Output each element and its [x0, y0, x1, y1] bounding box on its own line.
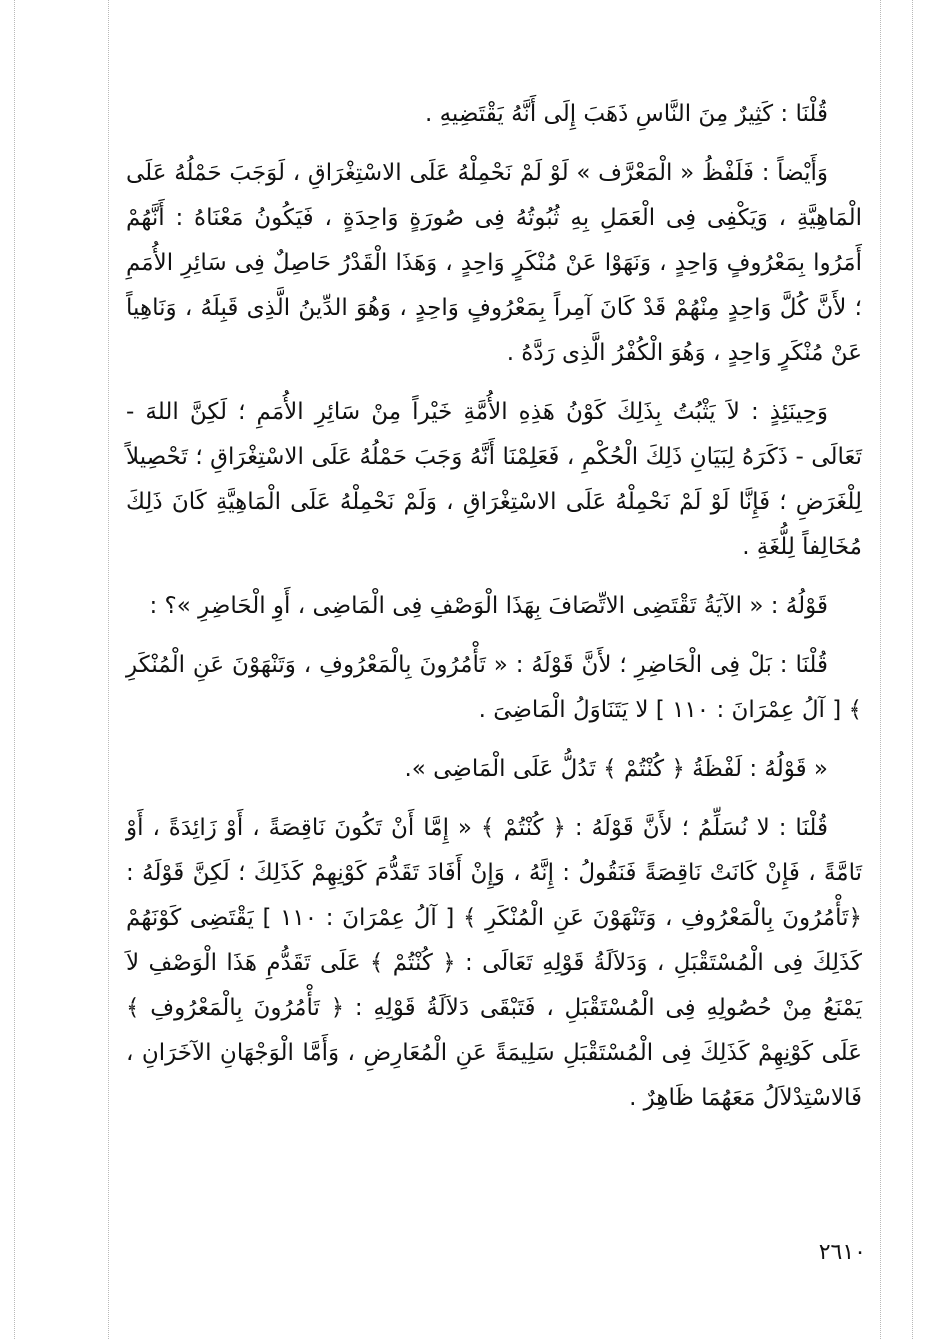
scan-dotted-line — [880, 0, 881, 1339]
paragraph: قَوْلُهُ : « الآيَةُ تَقْتَضِى الاتِّصَافَ بِهَذَا الْوَصْفِ فِى الْمَاضِى ، أَوِ الْحَاضِرِ »؟ : — [149, 593, 828, 619]
paragraph: وَأَيْضاً : فَلَفْظُ « الْمَعْرَّف » لَوْ لَمْ نَحْمِلْهُ عَلَى الاسْتِغْرَاقِ ، لَوَجَبَ حَمْلُهُ عَلَى الْمَاهِيَّةِ ، وَيَكْفِى فِى الْعَمَلِ بِهِ ثُبُوتُهُ فِى صُورَةٍ وَاحِدَةٍ ، فَيَكُونُ مَعْنَاهُ : أَنَّهُمْ أَمَرُوا بِمَعْرُوفٍ وَاحِدٍ ، وَنَهَوْا عَنْ مُنْكَرٍ وَاحِدٍ ، وَهَذَا الْقَدْرُ حَاصِلٌ فِى سَائِرِ الأُمَمِ ؛ لأَنَّ كُلَّ وَاحِدٍ مِنْهُمْ قَدْ كَانَ آمِراً بِمَعْرُوفٍ وَاحِدٍ ، وَهُوَ الدِّينُ الَّذِى قَبِلَهُ ، وَنَاهِياً عَنْ مُنْكَرٍ وَاحِدٍ ، وَهُوَ الْكُفْرُ الَّذِى رَدَّهُ . — [126, 160, 862, 366]
paragraph: وَحِينَئِذٍ : لاَ يَثْبُتُ بِذَلِكَ كَوْنُ هَذِهِ الأُمَّةِ خَيْراً مِنْ سَائِرِ الأُمَمِ ؛ لَكِنَّ اللهَ - تَعَالَى - ذَكَرَهُ لِبَيَانِ ذَلِكَ الْحُكْمِ ، فَعَلِمْنَا أَنَّهُ وَجَبَ حَمْلُهُ عَلَى الاسْتِغْرَاقِ ؛ تَحْصِيلاً لِلْغَرَضِ ؛ فَإِنَّا لَوْ لَمْ نَحْمِلْهُ عَلَى الاسْتِغْرَاقِ ، وَلَمْ نَحْمِلْهُ عَلَى الْمَاهِيَّةِ كَانَ ذَلِكَ مُخَالِفاً لِلُّغَةِ . — [126, 399, 862, 560]
paragraph: قُلْنَا : لا نُسَلِّمُ ؛ لأَنَّ قَوْلَهُ : ﴿ كُنْتُمْ ﴾ « إِمَّا أَنْ تَكُونَ نَاقِصَةً ، أَوْ زَائِدَةً ، أَوْ تَامَّةً ، فَإِنْ كَانَتْ نَاقِصَةً فَنَقُولُ : إِنَّهُ ، وَإِنْ أَفَادَ تَقَدُّمَ كَوْنِهِمْ كَذَلِكَ ؛ لَكِنَّ قَوْلَهُ : ﴿تَأْمُرُونَ بِالْمَعْرُوفِ ، وَتَنْهَوْنَ عَنِ الْمُنْكَرِ ﴾ [ آلُ عِمْرَانَ : ١١٠ ] يَقْتَضِى كَوْنَهُمْ كَذَلِكَ فِى الْمُسْتَقْبَلِ ، وَدَلاَلَةُ قَوْلِهِ تَعَالَى : ﴿ كُنْتُمْ ﴾ عَلَى تَقَدُّمِ هَذَا الْوَصْفِ لاَ يَمْنَعُ مِنْ حُصُولِهِ فِى الْمُسْتَقْبَلِ ، فَتَبْقَى دَلاَلَةُ قَوْلِهِ : ﴿ تَأْمُرُونَ بِالْمَعْرُوفِ ﴾ عَلَى كَوْنِهِمْ كَذَلِكَ فِى الْمُسْتَقْبَلِ سَلِيمَةً عَنِ الْمُعَارِضِ ، وَأَمَّا الْوَجْهَانِ الآخَرَانِ ، فَالاسْتِدْلاَلُ مَعَهُمَا ظَاهِرٌ . — [126, 815, 863, 1111]
paragraph: « قَوْلُهُ : لَفْظَةُ ﴿ كُنْتُمْ ﴾ تَدُلُّ عَلَى الْمَاضِى ». — [404, 756, 828, 782]
paragraph: قُلْنَا : كَثِيرٌ مِنَ النَّاسِ ذَهَبَ إِلَى أَنَّهُ يَقْتَضِيهِ . — [424, 101, 828, 127]
page-number: ٢٦١٠ — [818, 1240, 866, 1265]
scan-dotted-line — [912, 0, 913, 1339]
body-text — [126, 92, 862, 1135]
paragraph: قُلْنَا : بَلْ فِى الْحَاضِرِ ؛ لأَنَّ قَوْلَهُ : « تَأْمُرُونَ بِالْمَعْرُوفِ ، وَتَنْهَوْنَ عَنِ الْمُنْكَرِ ﴾ [ آلُ عِمْرَانَ : ١١٠ ] لا يَتَنَاوَلُ الْمَاضِىَ . — [126, 652, 862, 723]
scan-dotted-line — [14, 0, 15, 1339]
scan-dotted-line — [108, 0, 109, 1339]
